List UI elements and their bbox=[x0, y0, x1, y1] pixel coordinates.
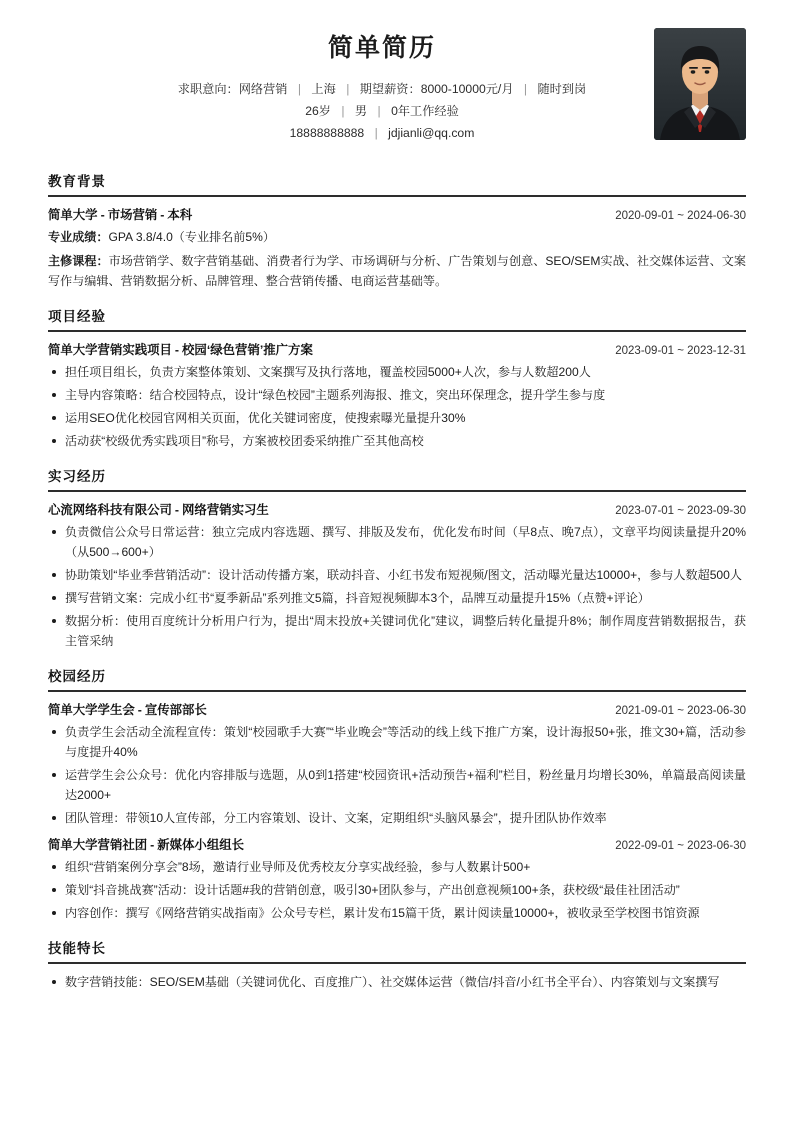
entry-bullets bbox=[48, 722, 746, 828]
entry-head bbox=[48, 835, 746, 853]
entry-bullets bbox=[48, 362, 746, 451]
entry-title-dash: - bbox=[137, 703, 142, 717]
meta-city: 上海 bbox=[311, 82, 336, 96]
meta-separator: | bbox=[377, 104, 381, 118]
list-item: 组织“营销案例分享会”8场，邀请行业导师及优秀校友分享实战经验，参与人数累计500+ bbox=[48, 857, 746, 877]
section-title: 校园经历 bbox=[48, 669, 106, 684]
detail-text: 市场营销学、数字营销基础、消费者行为学、市场调研与分析、广告策划与创意、SEO/SEM实战、社交媒体运营、文案写作与编辑、营销数据分析、品牌管理、整合营销传播、电商运营基础等。 bbox=[48, 254, 746, 288]
meta-salary-value: 8000-10000元/月 bbox=[420, 82, 514, 96]
entry-org: 简单大学 bbox=[48, 208, 98, 222]
meta-separator: | bbox=[523, 82, 528, 96]
section-title: 教育背景 bbox=[48, 174, 106, 189]
entry-head bbox=[48, 205, 746, 223]
list-item: 活动获“校级优秀实践项目”称号，方案被校团委采纳推广至其他高校 bbox=[48, 431, 746, 451]
section-internship bbox=[48, 465, 746, 651]
entry-bullets bbox=[48, 857, 746, 923]
entry-role: 校园‘绿色营销’推广方案 bbox=[182, 343, 313, 357]
meta-phone: 18888888888 bbox=[289, 126, 365, 140]
section-education bbox=[48, 170, 746, 291]
entry-role: 网络营销实习生 bbox=[182, 503, 269, 517]
meta-separator: | bbox=[297, 82, 302, 96]
list-item: 运营学生会公众号：优化内容排版与选题，从0到1搭建“校园资讯+活动预告+福利”栏目，粉丝量月均增长30%，单篇最高阅读量达2000+ bbox=[48, 765, 746, 805]
detail-text: GPA 3.8/4.0（专业排名前5%） bbox=[108, 230, 275, 244]
meta-availability: 随时到岗 bbox=[537, 82, 587, 96]
list-item: 协助策划“毕业季营销活动”：设计活动传播方案，联动抖音、小红书发布短视频/图文，活动曝光量达10000+，参与人数超500人 bbox=[48, 565, 746, 585]
entry-title bbox=[48, 500, 269, 518]
entry-degree: 本科 bbox=[167, 208, 193, 222]
meta-line-2 bbox=[48, 100, 746, 122]
meta-gender: 男 bbox=[354, 104, 368, 118]
meta-email: jdjianli@qq.com bbox=[388, 126, 475, 140]
list-item: 内容创作：撰写《网络营销实战指南》公众号专栏，累计发布15篇干货，累计阅读量10000+，被收录至学校图书馆资源 bbox=[48, 903, 746, 923]
page-title: 简单简历 bbox=[327, 34, 436, 62]
entry-title bbox=[48, 205, 192, 223]
entry-date: 2023-09-01 ~ 2023-12-31 bbox=[615, 345, 746, 357]
list-item: 数字营销技能：SEO/SEM基础（关键词优化、百度推广）、社交媒体运营（微信/抖音/小红书全平台）、内容策划与文案撰写 bbox=[48, 972, 746, 992]
section-campus bbox=[48, 665, 746, 923]
entry-major: 市场营销 bbox=[107, 208, 158, 222]
entry-campus-0 bbox=[48, 700, 746, 828]
entry-org: 心流网络科技有限公司 bbox=[48, 503, 172, 517]
meta-separator: | bbox=[374, 126, 378, 140]
entry-campus-1 bbox=[48, 835, 746, 923]
entry-detail-gpa bbox=[48, 227, 746, 247]
meta-experience: 0年工作经验 bbox=[391, 104, 459, 118]
meta-salary-label: 期望薪资： bbox=[359, 82, 421, 96]
entry-org: 简单大学营销实践项目 bbox=[48, 343, 172, 357]
entry-title-dash: - bbox=[150, 838, 155, 852]
section-title: 技能特长 bbox=[48, 941, 106, 956]
detail-label: 主修课程： bbox=[48, 254, 109, 268]
entry-role: 宣传部部长 bbox=[144, 703, 207, 717]
entry-head bbox=[48, 500, 746, 518]
list-item: 数据分析：使用百度统计分析用户行为，提出“周末投放+关键词优化”建议，调整后转化量提升8%；制作周度营销数据报告，获主管采纳 bbox=[48, 611, 746, 651]
entry-detail-courses bbox=[48, 251, 746, 291]
entry-org: 简单大学学生会 bbox=[48, 703, 135, 717]
entry-head bbox=[48, 700, 746, 718]
entry-title bbox=[48, 835, 244, 853]
entry-internship-0 bbox=[48, 500, 746, 651]
list-item: 担任项目组长，负责方案整体策划、文案撰写及执行落地，覆盖校园5000+人次，参与人数超200人 bbox=[48, 362, 746, 382]
entry-project-0 bbox=[48, 340, 746, 451]
section-title: 项目经验 bbox=[48, 309, 106, 324]
list-item: 撰写营销文案：完成小红书“夏季新品”系列推文5篇，抖音短视频脚本3个，品牌互动量提升15%（点赞+评论） bbox=[48, 588, 746, 608]
entry-bullets bbox=[48, 522, 746, 651]
section-projects bbox=[48, 305, 746, 451]
avatar bbox=[654, 28, 746, 140]
entry-title-dash: - bbox=[160, 208, 165, 222]
entry-title-dash: - bbox=[100, 208, 105, 222]
list-item: 策划“抖音挑战赛”活动：设计话题#我的营销创意，吸引30+团队参与，产出创意视频100+条，获校级“最佳社团活动” bbox=[48, 880, 746, 900]
entry-role: 新媒体小组组长 bbox=[157, 838, 244, 852]
meta-line-3 bbox=[48, 122, 746, 144]
list-item: 运用SEO优化校园官网相关页面，优化关键词密度，使搜索曝光量提升30% bbox=[48, 408, 746, 428]
entry-title bbox=[48, 700, 207, 718]
entry-date: 2022-09-01 ~ 2023-06-30 bbox=[615, 840, 746, 852]
section-divider bbox=[48, 490, 746, 492]
section-divider bbox=[48, 330, 746, 332]
entry-education-0 bbox=[48, 205, 746, 291]
section-divider bbox=[48, 195, 746, 197]
list-item: 团队管理：带领10人宣传部，分工内容策划、设计、文案，定期组织“头脑风暴会”，提升团队协作效率 bbox=[48, 808, 746, 828]
meta-separator: | bbox=[346, 82, 350, 96]
entry-head bbox=[48, 340, 746, 358]
section-divider bbox=[48, 962, 746, 964]
meta-job-label: 求职意向： bbox=[177, 82, 239, 96]
list-item: 负责微信公众号日常运营：独立完成内容选题、撰写、排版及发布，优化发布时间（早8点、晚7点），文章平均阅读量提升20%（从500→600+） bbox=[48, 522, 746, 562]
section-title: 实习经历 bbox=[48, 469, 106, 484]
entry-org: 简单大学营销社团 bbox=[48, 838, 148, 852]
section-divider bbox=[48, 690, 746, 692]
entry-title-dash: - bbox=[174, 503, 180, 517]
detail-label: 专业成绩： bbox=[48, 230, 109, 244]
entry-date: 2023-07-01 ~ 2023-09-30 bbox=[615, 505, 746, 517]
skills-bullets bbox=[48, 972, 746, 992]
entry-date: 2021-09-01 ~ 2023-06-30 bbox=[615, 705, 746, 717]
resume-header bbox=[48, 28, 746, 156]
entry-title bbox=[48, 340, 313, 358]
meta-job-value: 网络营销 bbox=[238, 82, 288, 96]
meta-separator: | bbox=[341, 104, 345, 118]
entry-title-dash: - bbox=[174, 343, 180, 357]
list-item: 主导内容策略：结合校园特点，设计“绿色校园”主题系列海报、推文，突出环保理念，提升学生参与度 bbox=[48, 385, 746, 405]
list-item: 负责学生会活动全流程宣传：策划“校园歌手大赛”“毕业晚会”等活动的线上线下推广方案，设计海报50+张，推文30+篇，活动参与度提升40% bbox=[48, 722, 746, 762]
entry-date: 2020-09-01 ~ 2024-06-30 bbox=[615, 210, 746, 222]
meta-age: 26岁 bbox=[305, 104, 331, 118]
meta-line-1 bbox=[48, 78, 746, 100]
section-skills bbox=[48, 937, 746, 992]
